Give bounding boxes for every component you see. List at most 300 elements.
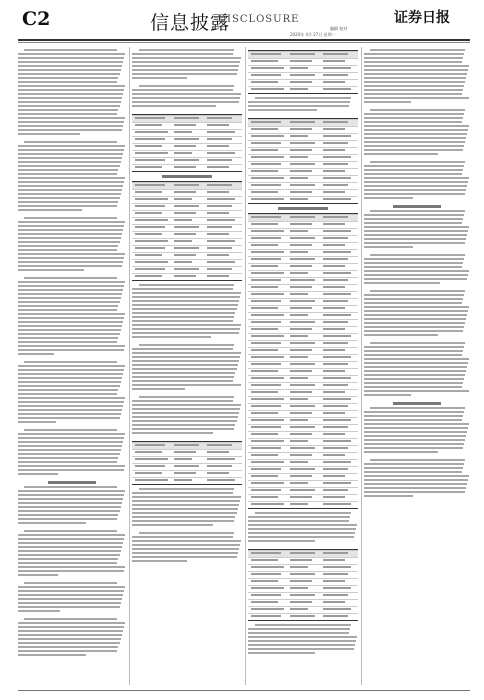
table-cell-texture (323, 447, 348, 449)
text-line (364, 282, 440, 284)
table-row (248, 189, 358, 196)
text-paragraph (132, 49, 242, 83)
table-cell-texture (135, 117, 165, 119)
text-line (18, 73, 120, 75)
text-line (364, 419, 462, 421)
text-paragraph (364, 254, 470, 288)
text-line (364, 129, 468, 131)
table-cell-texture (251, 307, 277, 309)
table-row (248, 585, 358, 592)
text-line (132, 53, 233, 55)
text-line (132, 548, 239, 550)
text-line (18, 349, 124, 351)
text-line (18, 490, 125, 492)
text-paragraph (18, 141, 126, 215)
text-line (18, 385, 120, 387)
table-cell-texture (174, 117, 199, 119)
table-cell-texture (290, 580, 312, 582)
text-line (364, 121, 462, 123)
table-row (248, 263, 358, 270)
text-line (18, 161, 121, 163)
text-line (364, 358, 469, 360)
text-line (364, 242, 465, 244)
text-line (18, 542, 123, 544)
text-line (364, 181, 468, 183)
table-cell-texture (290, 363, 315, 365)
table-cell-texture (135, 254, 161, 256)
text-line (255, 624, 352, 626)
text-line (364, 169, 463, 171)
table-cell-texture (251, 198, 284, 200)
text-line (18, 409, 122, 411)
text-line (18, 437, 124, 439)
text-line (18, 449, 121, 451)
text-paragraph (364, 407, 470, 457)
data-table (132, 114, 242, 172)
text-line (132, 61, 240, 63)
table-cell-texture (135, 247, 165, 249)
text-line (132, 412, 239, 414)
paragraph-gap (18, 658, 126, 660)
table-cell-texture (251, 496, 277, 498)
table-cell-texture (251, 286, 277, 288)
table-row (248, 277, 358, 284)
text-line (364, 185, 467, 187)
table-row (132, 196, 242, 203)
paragraph-gap (364, 455, 470, 457)
text-line (364, 491, 465, 493)
text-line (18, 317, 124, 319)
text-line (364, 193, 465, 195)
text-line (18, 574, 58, 576)
text-line (18, 173, 117, 175)
table-cell-texture (323, 321, 348, 323)
text-line (24, 277, 117, 279)
text-paragraph (364, 290, 470, 340)
table-cell-texture (290, 461, 309, 463)
text-line (364, 266, 462, 268)
text-line (132, 348, 233, 350)
table-cell-texture (207, 198, 236, 200)
table-cell-texture (207, 152, 236, 154)
table-row (132, 238, 242, 245)
table-row (248, 86, 358, 93)
table-cell-texture (174, 444, 199, 446)
table-cell-texture (207, 166, 229, 168)
table-row (132, 273, 242, 280)
text-line (18, 225, 124, 227)
text-line (364, 85, 464, 87)
table-row (132, 259, 242, 266)
table-cell-texture (323, 67, 352, 69)
text-line (132, 97, 240, 99)
table-cell-texture (174, 152, 193, 154)
text-line (132, 520, 234, 522)
table-row (248, 51, 358, 58)
text-line (18, 205, 117, 207)
text-line (18, 554, 120, 556)
text-column (248, 47, 358, 685)
table-cell-texture (290, 384, 315, 386)
newspaper-logo: 证券日报 (394, 10, 450, 26)
table-row (132, 122, 242, 129)
table-cell-texture (174, 479, 193, 481)
text-line (364, 278, 467, 280)
table-cell-texture (323, 272, 352, 274)
text-line (370, 109, 464, 111)
table-row (248, 298, 358, 305)
text-paragraph (364, 109, 470, 159)
text-line (248, 520, 349, 522)
table-cell-texture (135, 275, 161, 277)
text-line (132, 360, 239, 362)
table-cell-texture (323, 184, 348, 186)
text-line (18, 550, 121, 552)
table-row (248, 58, 358, 65)
table-cell-texture (323, 419, 352, 421)
table-cell-texture (174, 191, 196, 193)
paragraph-gap (18, 357, 126, 359)
text-line (18, 369, 124, 371)
text-line (18, 469, 124, 471)
table-cell-texture (290, 60, 312, 62)
text-line (132, 372, 235, 374)
text-line (132, 380, 233, 382)
table-cell-texture (251, 191, 277, 193)
table-cell-texture (207, 184, 232, 186)
table-cell-texture (174, 240, 193, 242)
text-line (18, 413, 121, 415)
section-heading-block (132, 175, 242, 178)
text-line (364, 479, 468, 481)
table-row (248, 291, 358, 298)
text-line (18, 594, 123, 596)
text-line (18, 57, 124, 59)
table-cell-texture (323, 608, 352, 610)
header-rule-thin (18, 42, 470, 43)
text-line (18, 237, 121, 239)
text-line (248, 648, 354, 650)
table-row (132, 224, 242, 231)
text-paragraph (132, 85, 242, 111)
text-line (132, 504, 239, 506)
table-cell-texture (323, 307, 345, 309)
text-line (18, 201, 118, 203)
text-line (18, 149, 124, 151)
table-cell-texture (323, 566, 352, 568)
text-line (24, 361, 117, 363)
table-cell-texture (323, 53, 348, 55)
table-cell-texture (290, 349, 312, 351)
text-line (139, 49, 235, 51)
text-line (18, 417, 120, 419)
table-cell-texture (290, 265, 312, 267)
text-line (18, 453, 120, 455)
text-line (364, 374, 465, 376)
text-line (364, 447, 463, 449)
table-row (248, 333, 358, 340)
text-line (248, 636, 357, 638)
table-row (132, 477, 242, 484)
text-line (248, 516, 350, 518)
table-cell-texture (323, 370, 345, 372)
text-line (364, 77, 466, 79)
text-line (364, 334, 438, 336)
text-line (364, 362, 468, 364)
text-paragraph (364, 459, 470, 501)
table-cell-texture (323, 128, 345, 130)
table-row (248, 599, 358, 606)
table-row (248, 417, 358, 424)
table-cell-texture (290, 314, 309, 316)
text-line (364, 439, 465, 441)
table-cell-texture (323, 156, 352, 158)
text-line (364, 467, 463, 469)
table-cell-texture (251, 370, 277, 372)
table-cell-texture (290, 191, 312, 193)
paragraph-gap (364, 338, 470, 340)
heading-texture (278, 207, 328, 210)
issue-date: 2020年 4月 27日 星期一 (290, 32, 336, 37)
text-line (18, 293, 122, 295)
table-cell-texture (251, 580, 277, 582)
text-line (364, 73, 467, 75)
text-line (364, 177, 469, 179)
text-line (18, 377, 122, 379)
table-cell-texture (135, 145, 161, 147)
table-cell-texture (323, 503, 352, 505)
text-line (18, 261, 123, 263)
text-line (18, 498, 123, 500)
table-cell-texture (323, 433, 345, 435)
table-cell-texture (135, 479, 168, 481)
text-line (364, 423, 469, 425)
text-line (18, 269, 84, 271)
table-cell-texture (135, 191, 161, 193)
column-divider (245, 47, 246, 685)
table-cell-texture (290, 454, 312, 456)
text-paragraph (364, 342, 470, 400)
text-line (18, 634, 122, 636)
text-line (18, 109, 118, 111)
table-row (132, 217, 242, 224)
text-paragraph (18, 361, 126, 427)
table-row (248, 182, 358, 189)
table-row (132, 157, 242, 164)
text-line (364, 141, 465, 143)
text-line (18, 125, 123, 127)
text-line (132, 500, 240, 502)
paragraph-gap (132, 528, 242, 530)
table-row (248, 550, 358, 557)
table-cell-texture (290, 88, 309, 90)
table-cell-texture (290, 244, 312, 246)
table-row (132, 456, 242, 463)
table-cell-texture (174, 138, 199, 140)
table-cell-texture (135, 465, 165, 467)
text-line (18, 365, 125, 367)
table-cell-texture (323, 363, 348, 365)
table-cell-texture (290, 142, 315, 144)
table-row (248, 578, 358, 585)
section-code: C2 (22, 8, 51, 30)
text-line (18, 473, 58, 475)
text-line (139, 85, 235, 87)
table-cell-texture (174, 233, 196, 235)
text-line (364, 258, 464, 260)
table-row (132, 182, 242, 189)
table-row (248, 221, 358, 228)
table-cell-texture (323, 88, 352, 90)
paragraph-gap (364, 157, 470, 159)
text-line (18, 129, 122, 131)
text-line (18, 181, 124, 183)
table-cell-texture (207, 268, 232, 270)
text-line (18, 61, 123, 63)
text-line (18, 566, 125, 568)
table-cell-texture (323, 580, 345, 582)
table-cell-texture (323, 74, 348, 76)
table-cell-texture (323, 573, 348, 575)
text-line (132, 292, 241, 294)
table-cell-texture (290, 377, 309, 379)
table-cell-texture (323, 170, 345, 172)
text-line (18, 562, 117, 564)
text-line (18, 538, 124, 540)
text-line (364, 322, 465, 324)
text-paragraph (132, 532, 242, 566)
text-line (364, 238, 466, 240)
table-cell-texture (323, 244, 345, 246)
table-row (248, 389, 358, 396)
table-cell-texture (207, 212, 229, 214)
text-line (24, 49, 117, 51)
table-row (248, 501, 358, 508)
text-line (18, 457, 118, 459)
table-cell-texture (174, 261, 193, 263)
table-cell-texture (290, 391, 312, 393)
table-cell-texture (251, 135, 284, 137)
text-line (132, 324, 241, 326)
text-line (255, 512, 352, 514)
heading-texture (393, 205, 441, 208)
table-cell-texture (251, 237, 281, 239)
table-cell-texture (251, 67, 284, 69)
paragraph-gap (132, 564, 242, 566)
table-row (248, 326, 358, 333)
text-line (139, 344, 235, 346)
text-line (364, 298, 463, 300)
table-cell-texture (323, 601, 345, 603)
table-row (132, 129, 242, 136)
text-paragraph (18, 486, 126, 528)
text-line (18, 646, 118, 648)
text-column (18, 47, 126, 685)
text-line (24, 530, 117, 532)
table-cell-texture (323, 461, 352, 463)
table-cell-texture (290, 300, 315, 302)
table-cell-texture (323, 121, 348, 123)
table-cell-texture (290, 496, 312, 498)
table-cell-texture (290, 272, 309, 274)
text-line (248, 105, 349, 107)
table-cell-texture (290, 440, 309, 442)
table-row (132, 150, 242, 157)
table-cell-texture (290, 608, 309, 610)
table-cell-texture (207, 240, 236, 242)
text-line (364, 302, 462, 304)
text-line (18, 654, 86, 656)
table-row (248, 403, 358, 410)
text-paragraph (18, 277, 126, 359)
text-line (18, 630, 123, 632)
text-line (370, 290, 464, 292)
table-cell-texture (251, 377, 284, 379)
table-cell-texture (251, 53, 281, 55)
text-line (364, 89, 463, 91)
table-cell-texture (174, 166, 196, 168)
table-row (248, 214, 358, 221)
table-cell-texture (323, 440, 352, 442)
text-line (18, 518, 117, 520)
table-cell-texture (251, 279, 281, 281)
table-row (132, 266, 242, 273)
text-line (18, 606, 120, 608)
text-line (248, 632, 349, 634)
table-cell-texture (323, 328, 345, 330)
text-line (18, 502, 122, 504)
text-line (132, 320, 233, 322)
table-cell-texture (323, 237, 348, 239)
text-line (18, 341, 117, 343)
table-cell-texture (174, 268, 199, 270)
text-line (18, 445, 122, 447)
table-cell-texture (207, 458, 236, 460)
table-row (248, 452, 358, 459)
text-line (18, 69, 121, 71)
table-cell-texture (174, 212, 196, 214)
text-line (18, 169, 118, 171)
text-paragraph (18, 618, 126, 660)
text-line (132, 65, 239, 67)
table-cell-texture (323, 335, 352, 337)
text-line (364, 382, 463, 384)
text-line (139, 396, 235, 398)
table-cell-texture (323, 475, 345, 477)
table-cell-texture (251, 314, 284, 316)
text-line (18, 77, 118, 79)
text-line (364, 246, 413, 248)
table-cell-texture (135, 219, 168, 221)
text-line (364, 471, 462, 473)
paragraph-gap (18, 477, 126, 479)
table-cell-texture (290, 135, 309, 137)
table-cell-texture (323, 587, 352, 589)
table-cell-texture (174, 124, 196, 126)
text-line (18, 153, 123, 155)
text-line (18, 534, 125, 536)
table-cell-texture (251, 223, 277, 225)
table-row (132, 442, 242, 449)
table-cell-texture (135, 226, 165, 228)
table-cell-texture (323, 258, 348, 260)
text-line (18, 558, 118, 560)
table-cell-texture (323, 60, 345, 62)
text-line (18, 285, 124, 287)
text-line (132, 376, 234, 378)
table-cell-texture (251, 489, 281, 491)
text-line (18, 510, 120, 512)
